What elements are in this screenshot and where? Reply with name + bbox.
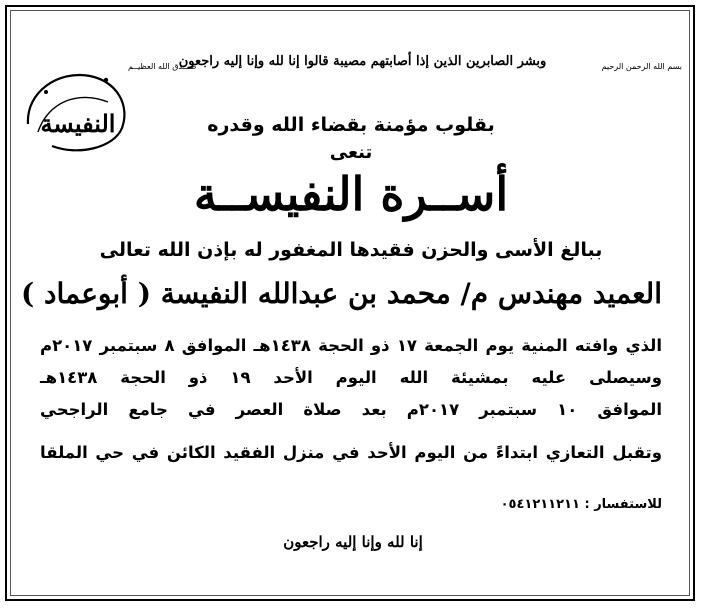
death-date-line: الذي وافته المنية يوم الجمعة ١٧ ذو الحجة ١٤٣٨هـ الموافق ٨ سبتمبر ٢٠١٧م bbox=[40, 336, 662, 355]
contact-label: للاستفسار : bbox=[584, 497, 662, 512]
sadaqa-text: صـــدق الله العظيــم bbox=[128, 62, 197, 71]
basmala-text: بسم الله الرحمن الرحيم bbox=[601, 62, 682, 71]
contact-phone: ٠٥٤١٢١١٢١١ bbox=[500, 497, 580, 512]
quran-verse-calligraphy: وبشر الصابرين الذين إذا أصابتهم مصيبة قالوا إنا لله وإنا إليه راجعون bbox=[178, 53, 547, 69]
condolences-line: وتقبل التعازي ابتداءً من اليوم الأحد في منزل الفقيد الكائن في حي الملقا bbox=[40, 443, 662, 462]
prayer-location-line: الموافق ١٠ سبتمبر ٢٠١٧م بعد صلاة العصر في جامع الراجحي bbox=[40, 400, 662, 419]
footer-verse-calligraphy: إنا لله وإنا إليه راجعون bbox=[283, 533, 423, 551]
logo-text: النفيسة bbox=[40, 109, 116, 138]
mourns-line: تنعى bbox=[329, 142, 373, 163]
opening-line: بقلوب مؤمنة بقضاء الله وقدره bbox=[207, 114, 495, 136]
grief-line: ببالغ الأسى والحزن فقيدها المغفور له بإذن الله تعالى bbox=[99, 239, 603, 261]
contact-info bbox=[501, 497, 662, 512]
family-name-title: أســرة النفيســة bbox=[193, 167, 509, 221]
deceased-name: العميد مهندس م/ محمد بن عبدالله النفيسة ( أبوعماد ) bbox=[21, 277, 662, 310]
prayer-line: وسيصلى عليه بمشيئة الله اليوم الأحد ١٩ ذو الحجة ١٤٣٨هـ bbox=[40, 368, 662, 387]
